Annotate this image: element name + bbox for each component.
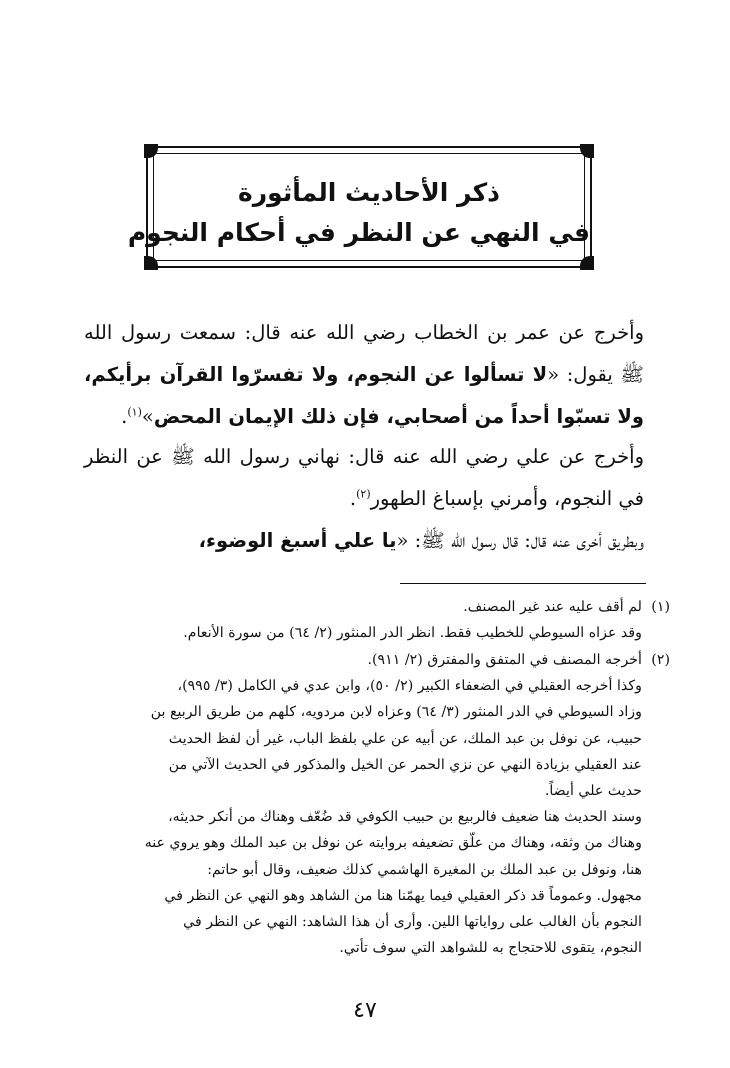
paragraph-ali-second-route [84,520,644,562]
footnote-line: عند العقيلي بزيادة النهي عن نزي الحمر عن الخيل والمذكور في الحديث الآتي من [168,756,642,773]
footnote-line: حبيب، عن نوفل بن عبد الملك، عن أبيه عن علي بلفظ الباب، غير أن لفظ الحديث [168,730,642,747]
footnote-line: النجوم، يتقوى للاحتجاج به للشواهد التي سوف تأتي. [339,940,642,957]
hadith-text: يا علي أسبغ الوضوء، [198,529,397,552]
footnote-number: (٢) [651,652,670,668]
paragraph-omar-hadith: وأخرج عن عمر بن الخطاب رضي الله عنه قال: سمعت رسول الله ﷺ يقول: «لا تسألوا عن النجوم، ولا تفسرّوا القرآن برأيكم، ولا تسبّوا أحداً من أصحابي، فإن ذلك الإيمان المحض»$^{(١)}$. [84,321,644,428]
footnote-2 [82,647,670,961]
paragraph-intro: وأخرج عن عمر بن الخطاب رضي الله عنه قال: سمعت رسول الله ﷺ يقول: « [84,321,644,386]
paragraph-text: وأخرج عن علي رضي الله عنه قال: نهاني رسول الله ﷺ عن النظر في النجوم، وأمرني بإسباغ الطهور [84,445,644,510]
footnote-line: النجوم بأن الغالب على رواياتها اللين. وأرى أن هذا الشاهد: النهي عن النظر في [183,914,642,931]
footnote-line: وسند الحديث هنا ضعيف فالربيع بن حبيب الكوفي قد ضُعّف وهناك من أنكر حديثه، [168,809,642,826]
footnote-number: (١) [651,599,670,615]
footnote-line: لم أقف عليه عند غير المصنف. [463,599,642,615]
paragraph-end: . [349,487,357,510]
footnote-line: حديث علي أيضاً. [544,783,642,800]
footnote-ref: (٢) [356,487,371,501]
page-number: ٤٧ [353,998,377,1023]
paragraph-intro: وبطريق أخرى عنه قال: قال رسول الله ﷺ: « [396,529,644,552]
quote-close: » [141,405,154,428]
footnote-line: وكذا أخرجه العقيلي في الضعفاء الكبير (٢/ ٥٠)، وابن عدي في الكامل (٣/ ٩٩٥)، [177,678,642,695]
paragraph-ali-hadith [84,436,644,520]
footnote-1 [82,594,670,646]
frame-corner-ornament [580,256,594,270]
footnote-line: وزاد السيوطي في الدر المنثور (٣/ ٦٤) وعزاه لابن مردويه، كلهم من طريق الربيع بن [150,704,642,721]
title-frame [127,146,592,268]
footnote-separator [400,583,646,584]
chapter-title-line-1: ذكر الأحاديث المأثورة [238,178,500,207]
footnote-line: مجهول. وعموماً قد ذكر العقيلي فيما يهمّنا هنا من الشاهد وهو النهي عن النظر في [164,887,642,904]
footnote-line: وقد عزاه السيوطي للخطيب فقط. انظر الدر المنثور (٢/ ٦٤) من سورة الأنعام. [183,625,642,642]
footnote-line: هنا، ونوفل بن عبد الملك بن المغيرة الهاشمي كذلك ضعيف، وقال أبو حاتم: [207,861,642,878]
footnote-line: أخرجه المصنف في المتفق والمفترق (٢/ ٩١١). [367,652,642,668]
chapter-title-line-2: في النهي عن النظر في أحكام النجوم [127,218,590,247]
footnote-ref: (١) [127,405,142,419]
hadith-text: لا تسألوا عن النجوم، ولا تفسرّوا القرآن برأيكم، ولا تسبّوا أحداً من أصحابي، فإن ذلك الإيمان المحض [84,363,644,428]
footnote-line: وهناك من وثقه، وهناك من علّق تضعيفه بروايته عن نوفل بن عبد الملك وهو يروي عنه [144,835,642,852]
